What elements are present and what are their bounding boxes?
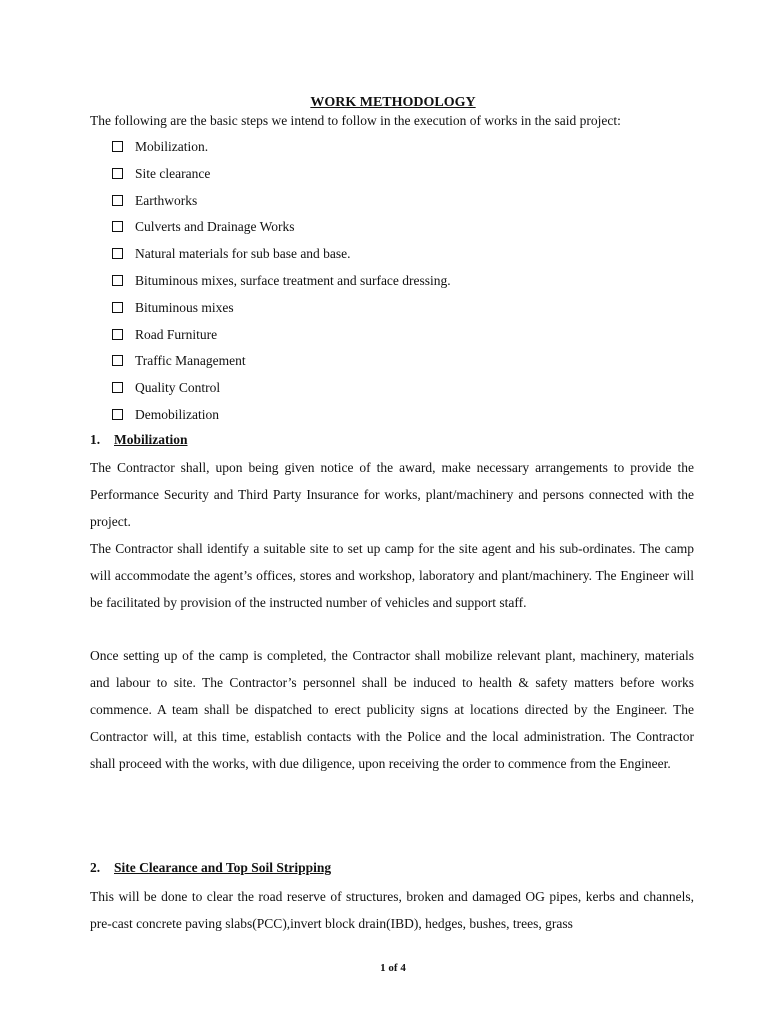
list-item: Culverts and Drainage Works (112, 218, 451, 245)
list-item: Site clearance (112, 165, 451, 192)
checkbox-icon (112, 329, 123, 340)
checkbox-icon (112, 195, 123, 206)
section-heading-site-clearance: 2. Site Clearance and Top Soil Stripping (90, 860, 332, 875)
list-item: Earthworks (112, 192, 451, 219)
checkbox-icon (112, 221, 123, 232)
list-item: Natural materials for sub base and base. (112, 245, 451, 272)
checkbox-icon (112, 275, 123, 286)
checkbox-icon (112, 409, 123, 420)
list-item: Traffic Management (112, 352, 451, 379)
list-item: Demobilization (112, 406, 451, 433)
checkbox-icon (112, 382, 123, 393)
intro-text: The following are the basic steps we intend to follow in the execution of works in the said project: (90, 113, 621, 128)
paragraph: This will be done to clear the road reserve of structures, broken and damaged OG pipes, kerbs and channels, pre-cast concrete paving slabs(PCC),invert block drain(IBD), hedges, bushes, trees, grass (90, 889, 694, 931)
section-heading-mobilization: 1. Mobilization (90, 432, 188, 447)
paragraph: Once setting up of the camp is completed, the Contractor shall mobilize relevant plant, machinery, materials and labour to site. The Contractor’s personnel shall be induced to health & safety matters before works commence. A team shall be dispatched to erect publicity signs at locations directed by the Engineer. The Contractor will, at this time, establish contacts with the Police and the local administration. The Contractor shall proceed with the works, with due diligence, upon receiving the order to commence from the Engineer. (90, 648, 694, 771)
checkbox-icon (112, 248, 123, 259)
paragraph: The Contractor shall, upon being given notice of the award, make necessary arrangements to provide the Performance Security and Third Party Insurance for works, plant/machinery and persons connected with the project. (90, 460, 694, 529)
list-item: Quality Control (112, 379, 451, 406)
checkbox-icon (112, 168, 123, 179)
checkbox-icon (112, 141, 123, 152)
list-item: Mobilization. (112, 138, 451, 165)
list-item: Bituminous mixes, surface treatment and surface dressing. (112, 272, 451, 299)
checkbox-icon (112, 355, 123, 366)
list-item: Bituminous mixes (112, 299, 451, 326)
page-title: WORK METHODOLOGY (310, 95, 476, 110)
list-item: Road Furniture (112, 326, 451, 353)
checkbox-icon (112, 302, 123, 313)
paragraph: The Contractor shall identify a suitable site to set up camp for the site agent and his sub-ordinates. The camp will accommodate the agent’s offices, stores and workshop, laboratory and plant/machinery. The Engineer will be facilitated by provision of the instructed number of vehicles and support staff. (90, 541, 694, 610)
steps-checklist (112, 138, 451, 433)
page-number: 1 of 4 (380, 962, 406, 974)
